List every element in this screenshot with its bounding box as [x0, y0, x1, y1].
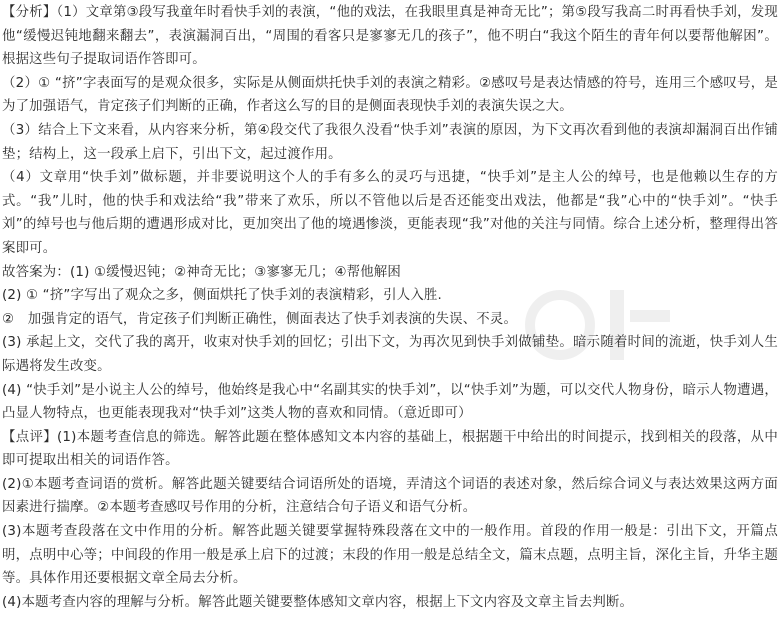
analysis-paragraph-2: （2）① “挤”字表面写的是观众很多，实际是从侧面烘托快手刘的表演之精彩。②感叹号是表达情感的符号，连用三个感叹号，是为了加强语气，肯定孩子们判断的正确，作者这么写的目的是侧面表现快手刘的表演失误之大。 — [2, 75, 778, 115]
answer-line-3: ② 加强肯定的语气，肯定孩子们判断正确性，侧面表达了快手刘表演的失误、不灵。 — [2, 311, 518, 327]
answer-line-2: (2) ① “挤”字写出了观众之多，侧面烘托了快手刘的表演精彩，引人入胜. — [2, 288, 442, 304]
analysis-paragraph-4: （4）文章用“快手刘”做标题，并非要说明这个人的手有多么的灵巧与迅捷，“快手刘”是主人公的绰号，也是他赖以生存的方式。“我”儿时，他的快手和戏法给“我”带来了欢乐，所以不管他以后是否还能变出戏法，他都是“我”心中的“快手刘”。“快手刘”的绰号也与他后期的遭遇形成对比，更加突出了他的境遇惨淡，更能表现“我”对他的关注与同情。综合上述分析，整理得出答案即可。 — [2, 170, 778, 256]
analysis-paragraph-3: （3）结合上下文来看，从内容来分析，第④段交代了我很久没看“快手刘”表演的原因，为下文再次看到他的表演却漏洞百出作铺垫；结构上，这一段承上启下，引出下文，起过渡作用。 — [2, 122, 778, 162]
comment-paragraph-3: (3)本题考查段落在文中作用的分析。解答此题关键要掌握特殊段落在文中的一般作用。首段的作用一般是：引出下文，开篇点明，点明中心等；中间段的作用一般是承上启下的过渡；末段的作用一般是总结全文，篇末点题，点明主旨，深化主旨，升华主题等。具体作用还要根据文章全局去分析。 — [2, 524, 778, 587]
answer-explanation-document — [2, 1, 778, 614]
comment-paragraph-2: (2)①本题考查词语的赏析。解答此题关键要结合词语所处的语境，弄清这个词语的表述对象，然后综合词义与表达效果这两方面因素进行揣摩。②本题考查感叹号作用的分析，注意结合句子语义和语气分析。 — [2, 476, 778, 516]
answer-line-4: (3) 承起上文，交代了我的离开，收束对快手刘的回忆；引出下文，为再次见到快手刘做铺垫。暗示随着时间的流逝，快手刘人生际遇将发生改变。 — [2, 335, 778, 374]
comment-paragraph-4: (4)本题考查内容的理解与分析。解答此题关键要整体感知文章内容，根据上下文内容及文章主旨去判断。 — [2, 594, 634, 610]
answer-line-1: 故答案为：(1) ①缓慢迟钝；②神奇无比；③寥寥无几；④帮他解困 — [2, 264, 402, 280]
analysis-paragraph-1: 【分析】（1）文章第③段写我童年时看快手刘的表演，“他的戏法，在我眼里真是神奇无比”；第⑤段写我高二时再看快手刘，发现他“缓慢迟钝地翻来翻去”，表演漏洞百出，“周围的看客只是寥寥无几的孩子”，他不明白“我这个陌生的青年何以要帮他解困”。根据这些句子提取词语作答即可。 — [2, 5, 778, 68]
comment-paragraph-1: 【点评】(1)本题考查信息的筛选。解答此题在整体感知文本内容的基础上，根据题干中给出的时间提示，找到相关的段落，从中即可提取出相关的词语作答。 — [2, 429, 778, 469]
answer-line-5: (4) “快手刘”是小说主人公的绰号，他始终是我心中“名副其实的快手刘”，以“快手刘”为题，可以交代人物身份，暗示人物遭遇，凸显人物特点，也更能表现我对“快手刘”这类人物的喜欢和同情。（意近即可） — [2, 382, 778, 422]
